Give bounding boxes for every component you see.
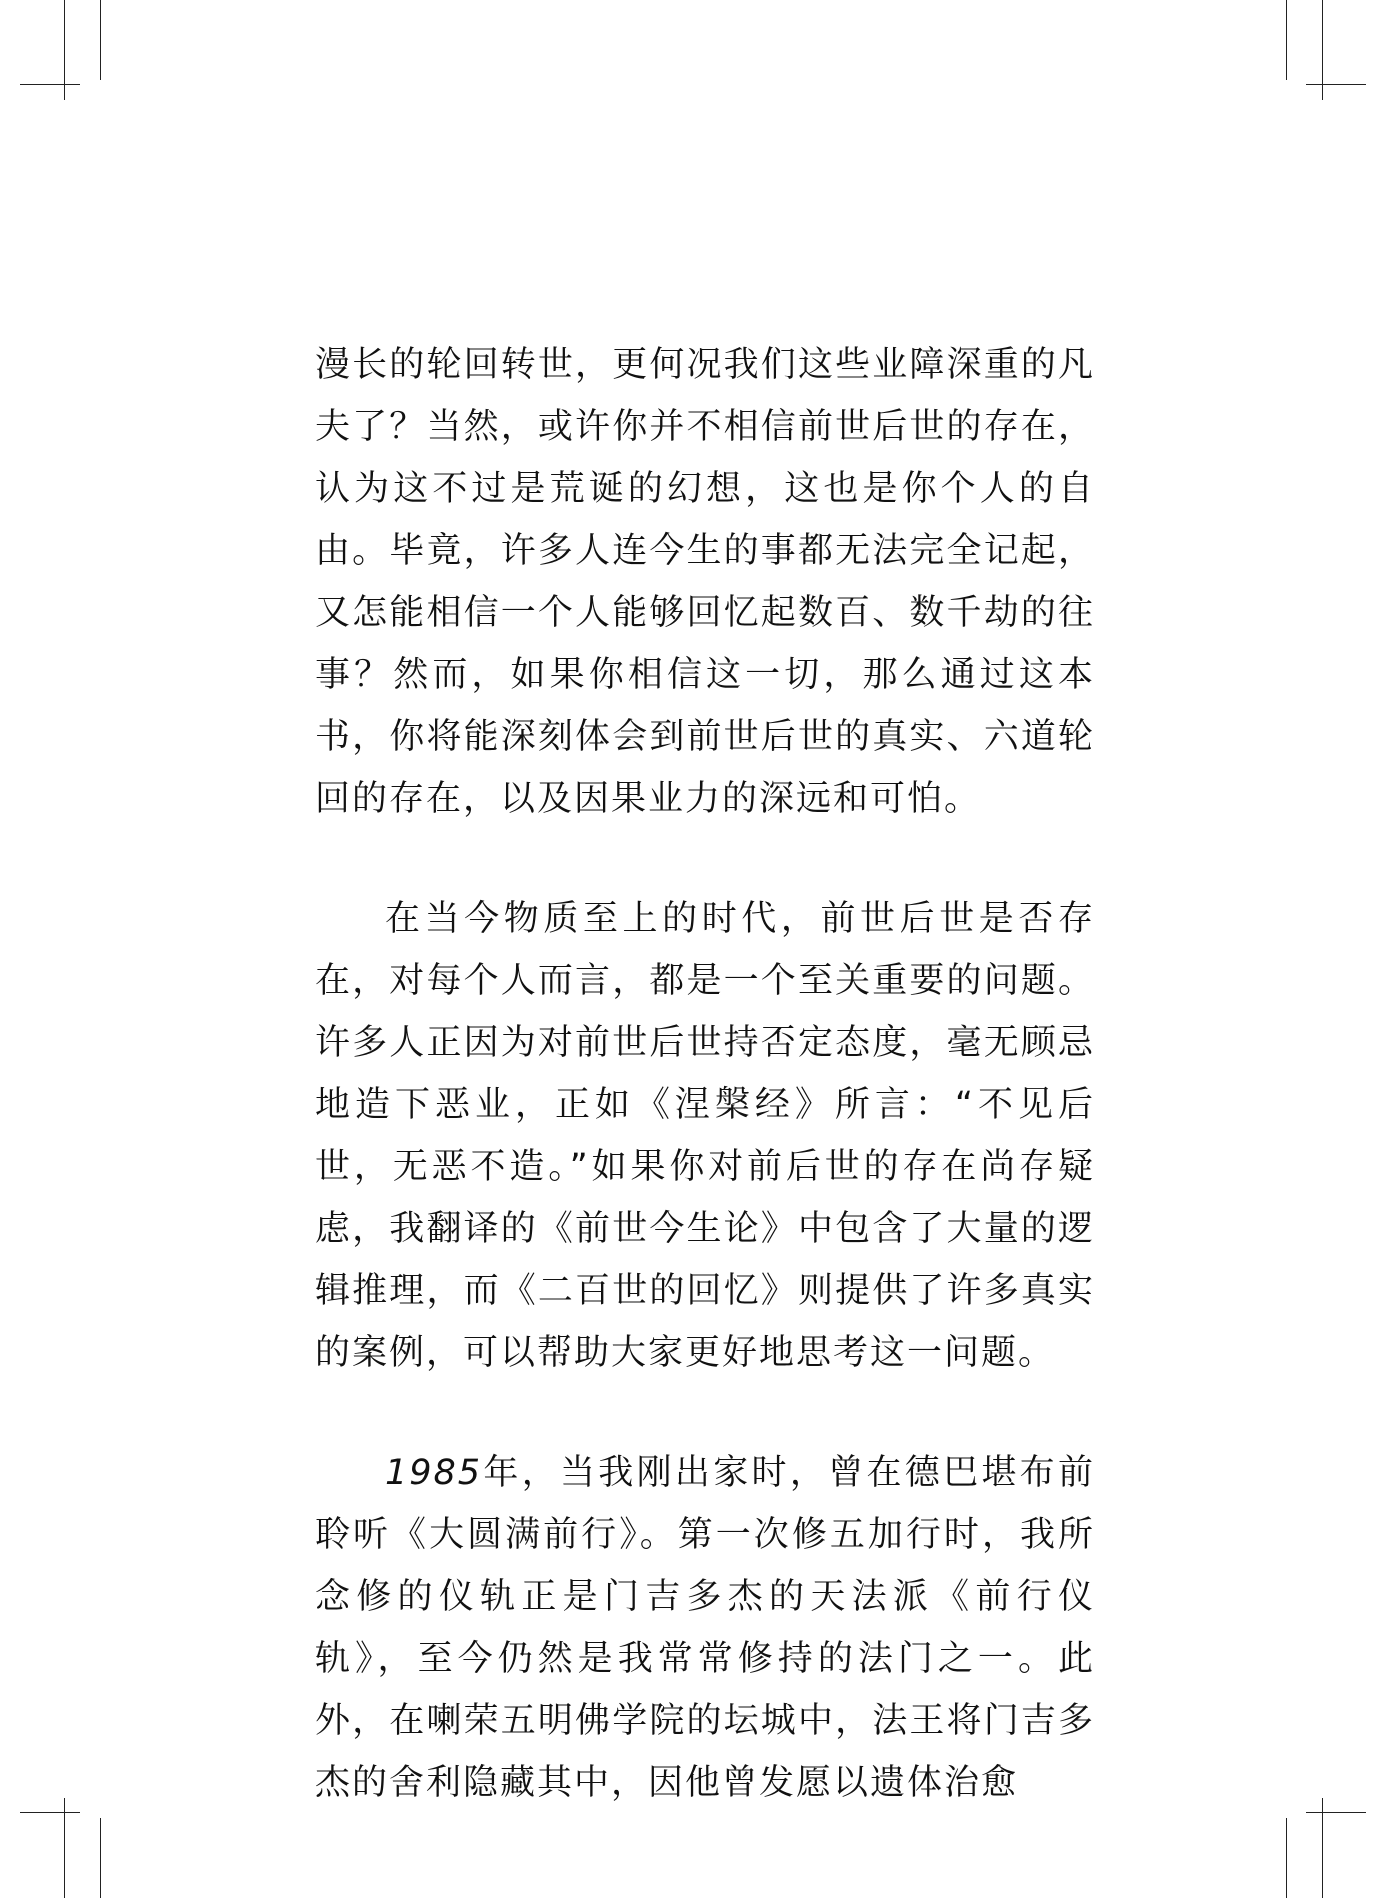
paragraph-1985 (315, 1442, 1095, 1814)
crop-mark-bottom-right-horizontal (1306, 1812, 1366, 1813)
crop-mark-bottom-left-vertical-outer (64, 1798, 65, 1898)
crop-mark-bottom-right-vertical-inner (1286, 1818, 1287, 1898)
paragraph-1985-text: 年，当我刚出家时，曾在德巴堪布前聆听《大圆满前行》。第一次修五加行时，我所念修的仪轨正是门吉多杰的天法派《前行仪轨》，至今仍然是我常常修持的法门之一。此外，在喇荣五明佛学院的坛城中，法王将门吉多杰的舍利隐藏其中，因他曾发愿以遗体治愈 (315, 1453, 1095, 1803)
crop-mark-bottom-left-vertical-inner (100, 1818, 101, 1898)
crop-mark-top-right-vertical-outer (1322, 0, 1323, 100)
crop-mark-top-left-vertical-inner (100, 0, 101, 80)
body-text (315, 334, 1095, 1814)
crop-mark-bottom-right-vertical-outer (1322, 1798, 1323, 1898)
crop-mark-top-right-vertical-inner (1286, 0, 1287, 80)
paragraph-rebirth-question: 在当今物质至上的时代，前世后世是否存在，对每个人而言，都是一个至关重要的问题。许多人正因为对前世后世持否定态度，毫无顾忌地造下恶业，正如《涅槃经》所言：“不见后世，无恶不造。”如果你对前后世的存在尚存疑虑，我翻译的《前世今生论》中包含了大量的逻辑推理，而《二百世的回忆》则提供了许多真实的案例，可以帮助大家更好地思考这一问题。 (315, 899, 1095, 1373)
crop-mark-top-left-vertical-outer (64, 0, 65, 100)
paragraph-continuation: 漫长的轮回转世，更何况我们这些业障深重的凡夫了？当然，或许你并不相信前世后世的存在，认为这不过是荒诞的幻想，这也是你个人的自由。毕竟，许多人连今生的事都无法完全记起，又怎能相信一个人能够回忆起数百、数千劫的往事？然而，如果你相信这一切，那么通过这本书，你将能深刻体会到前世后世的真实、六道轮回的存在，以及因果业力的深远和可怕。 (315, 345, 1095, 819)
crop-mark-top-left-horizontal (20, 84, 80, 85)
crop-mark-bottom-left-horizontal (20, 1812, 80, 1813)
crop-mark-top-right-horizontal (1306, 84, 1366, 85)
year-text: 1985 (385, 1453, 483, 1493)
